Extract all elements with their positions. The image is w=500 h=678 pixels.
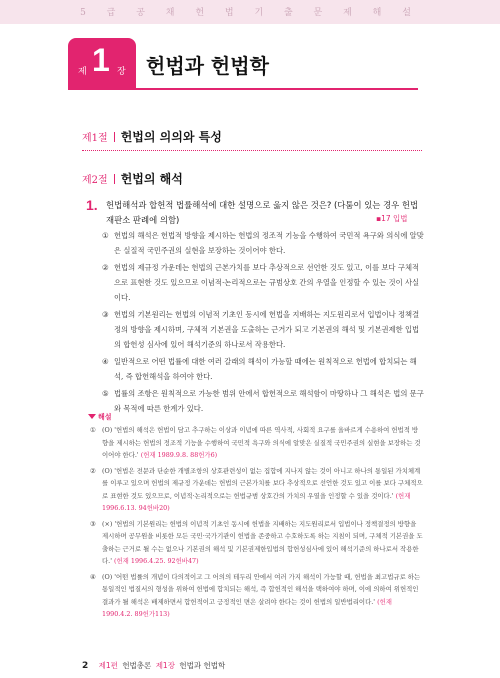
explanation-item	[90, 465, 424, 515]
explanation-mark: ③	[90, 519, 96, 528]
footer-chapter-name: 헌법과 헌법학	[179, 661, 226, 670]
section-label: 제1절	[82, 133, 108, 144]
option-1	[102, 228, 426, 258]
section-title: 헌법의 의의와 특성	[120, 130, 222, 144]
explanation-text: (×) '헌법의 기본원리는 헌법의 이념적 기초인 동시에 헌법을 지배하는 지도원리로서 입법이나 정책결정의 방향을 제시하며 공무원을 비롯한 모든 국민·국가기관이 헌법을 존중하고 수호하도록 하는 지침이 되며, 구체적 기본권을 도출하는 근거로 될 수는 없으나 기본권의 해석 및 기본권제한입법의 합헌성심사에 있어 해석기준의 하나로서 작용한다.'	[102, 519, 423, 565]
explanation-item	[90, 424, 424, 462]
option-mark: ②	[102, 263, 109, 272]
chapter-number: 1	[92, 42, 110, 78]
question-number: 1.	[86, 197, 98, 213]
option-mark: ①	[102, 231, 109, 240]
option-5	[102, 386, 426, 416]
chapter-title: 헌법과 헌법학	[146, 54, 269, 78]
section-2-heading	[82, 168, 183, 187]
question-source: ▪17 입법	[376, 214, 408, 223]
section-title: 헌법의 해석	[120, 172, 183, 186]
section-divider	[114, 132, 115, 142]
option-mark: ③	[102, 310, 109, 319]
option-2	[102, 260, 426, 305]
option-4	[102, 354, 426, 384]
option-text: 헌법의 해석은 헌법적 방향을 제시하는 헌법의 정조적 기능을 수행하여 국민적 욕구와 의식에 알맞은 실질적 국민주권의 실현을 보장하는 것이어야 한다.	[114, 231, 424, 255]
triangle-icon	[88, 414, 96, 419]
case-reference: (헌재 1989.9.8. 88헌가6)	[140, 451, 218, 459]
explanation-label: 해설	[88, 412, 112, 422]
section-divider	[114, 174, 115, 184]
case-reference: (헌재 1990.4.2. 89헌가113)	[102, 597, 392, 618]
option-text: 헌법의 기본원리는 헌법의 이념적 기초인 동시에 헌법을 지배하는 지도원리로서 입법이나 정책결정의 방향을 제시하며, 구체적 기본권을 도출하는 근거가 되고 기본권의 해석 및 기본권제한 입법의 합헌성 심사에 있어 해석기준의 하나로서 작용한다.	[114, 310, 420, 349]
option-text: 헌법의 제규정 가운데는 헌법의 근본가치를 보다 추상적으로 선언한 것도 있고, 이를 보다 구체적으로 표현한 것도 있으므로 이념적·논리적으로는 규범상호 간의 우열을 인정할 수 있는 것이 사실이다.	[114, 263, 420, 302]
question-text: 헌법해석과 합헌적 법률해석에 대한 설명으로 옳지 않은 것은? (다툼이 있는 경우 헌법재판소 판례에 의함)	[106, 200, 419, 225]
explanation-item	[90, 518, 424, 568]
option-text: 일반적으로 어떤 법률에 대한 여러 갈래의 해석이 가능할 때에는 원칙적으로 헌법에 합치되는 해석, 즉 합헌해석을 하여야 한다.	[114, 357, 417, 381]
answer-options	[102, 228, 426, 418]
option-text: 법률의 조항은 원칙적으로 가능한 범위 안에서 합헌적으로 해석함이 마땅하나 그 해석은 법의 문구와 목적에 따른 한계가 있다.	[114, 389, 424, 413]
explanation-mark: ④	[90, 572, 96, 581]
section-1-rule	[82, 150, 422, 151]
header-band-text: 5 급 공 채 헌 법 기 출 문 제 해 설	[80, 8, 420, 18]
footer-chapter: 제1장	[155, 661, 175, 670]
footer-part: 제1편	[98, 661, 118, 670]
explanation-mark: ②	[90, 466, 96, 475]
case-reference: (헌재 1996.6.13. 94헌바20)	[102, 491, 411, 512]
section-label: 제2절	[82, 175, 108, 186]
chapter-suffix: 장	[117, 67, 126, 77]
case-reference: (헌재 1996.4.25. 92헌바47)	[114, 557, 199, 565]
section-1-heading	[82, 126, 222, 145]
page-number: 2	[82, 661, 89, 671]
chapter-tab	[68, 38, 136, 88]
page-footer	[82, 660, 225, 671]
explanations	[90, 424, 424, 624]
option-3	[102, 307, 426, 352]
explanation-text: (O) '헌법의 해석은 헌법이 담고 추구하는 이상과 이념에 따른 역사적, 사회적 요구를 올바르게 수용하여 헌법적 방향을 제시하는 헌법의 정조적 기능을 수행하여 국민적 욕구와 의식에 알맞은 실질적 국민주권의 실현을 보장하는 것이어야 한다.'	[102, 426, 421, 459]
explanation-text: (O) '헌법은 전문과 단순한 개별조항의 상호관련성이 없는 집합에 지나지 않는 것이 아니고 하나의 통일된 가치체계를 이루고 있으며 헌법의 제규정 가운데는 헌법의 근본가치를 보다 추상적으로 선언한 것도 있고 이를 보다 구체적으로 표현한 것도 있으므로, 이념적·논리적으로는 헌법규범 상호간의 가치의 우열을 인정할 수 있을 것이다.'	[102, 466, 423, 500]
explanation-mark: ①	[90, 426, 96, 434]
explanation-item	[90, 571, 424, 621]
option-mark: ④	[102, 357, 109, 366]
chapter-divider	[68, 88, 418, 90]
header-band	[0, 0, 500, 24]
explanation-text: (O) '어떤 법률의 개념이 다의적이고 그 어의의 테두리 안에서 여러 가지 해석이 가능할 때, 헌법을 최고법규로 하는 통일적인 법질서의 형성을 위하여 헌법에 합치되는 해석, 즉 합헌적인 해석을 택하여야 하며, 이에 의하여 위헌적인 결과가 될 해석은 배제하면서 합헌적이고 긍정적인 면은 살려야 한다는 것이 헌법의 일반법리이다.'	[102, 572, 421, 606]
footer-part-name: 헌법총론	[122, 661, 152, 670]
option-mark: ⑤	[102, 389, 109, 398]
chapter-prefix: 제	[78, 67, 87, 77]
